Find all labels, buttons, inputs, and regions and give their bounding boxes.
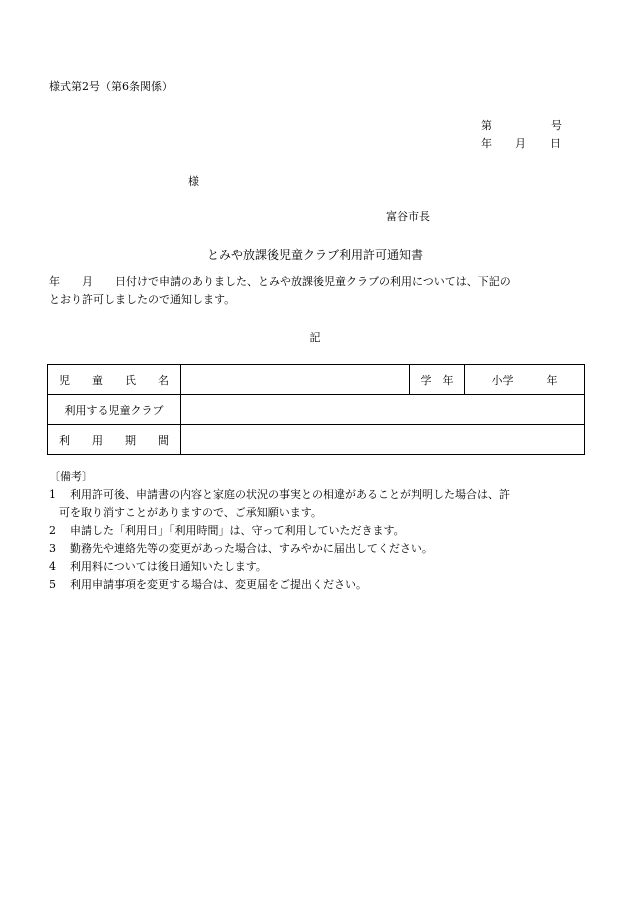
remark-number: 1 [49, 488, 56, 501]
grade-label: 学 年 [410, 365, 465, 395]
document-number-label: 第 [481, 119, 492, 132]
remark-number: 2 [49, 524, 56, 537]
table-row-child-name [48, 365, 585, 395]
date-month-label: 月 [515, 137, 526, 150]
remark-number: 3 [49, 542, 56, 555]
child-name-field[interactable] [181, 365, 410, 395]
table-row-club [48, 395, 585, 425]
period-field[interactable] [181, 425, 585, 455]
remark-text: 利用料については後日通知いたします。 [70, 560, 267, 573]
remark-text: 申請した「利用日」「利用時間」は、守って利用していただきます。 [70, 524, 405, 537]
period-label: 利 用 期 間 [48, 425, 181, 455]
remarks-heading: 〔備考〕 [49, 470, 93, 483]
issuer: 富谷市長 [386, 210, 430, 223]
document-title: とみや放課後児童クラブ利用許可通知書 [206, 248, 423, 262]
remark-number: 4 [49, 560, 56, 573]
child-name-label: 児 童 氏 名 [48, 365, 181, 395]
remark-text: 利用許可後、申請書の内容と家庭の状況の事実との相違があることが判明した場合は、許 [70, 488, 510, 501]
date-day-label: 日 [550, 137, 561, 150]
remark-text: 利用申請事項を変更する場合は、変更届をご提出ください。 [70, 578, 367, 591]
body-text-line-1: 年 月 日付けで申請のありました、とみや放課後児童クラブの利用については、下記の [49, 275, 511, 288]
date-year-label: 年 [481, 137, 492, 150]
remark-text: 勤務先や連絡先等の変更があった場合は、すみやかに届出してください。 [70, 542, 433, 555]
remark-text-continued: 可を取り消すことがありますので、ご承知願います。 [59, 506, 322, 519]
club-label: 利用する児童クラブ [48, 395, 181, 425]
table-row-period [48, 425, 585, 455]
grade-field[interactable]: 小学 年 [465, 365, 585, 395]
remark-number: 5 [49, 578, 56, 591]
info-table [47, 364, 585, 455]
addressee-suffix: 様 [188, 175, 199, 188]
document-number-suffix: 号 [551, 119, 562, 132]
club-field[interactable] [181, 395, 585, 425]
ki-heading: 記 [309, 331, 321, 344]
body-text-line-2: とおり許可しましたので通知します。 [49, 293, 236, 306]
form-code: 様式第2号（第6条関係） [49, 80, 173, 93]
